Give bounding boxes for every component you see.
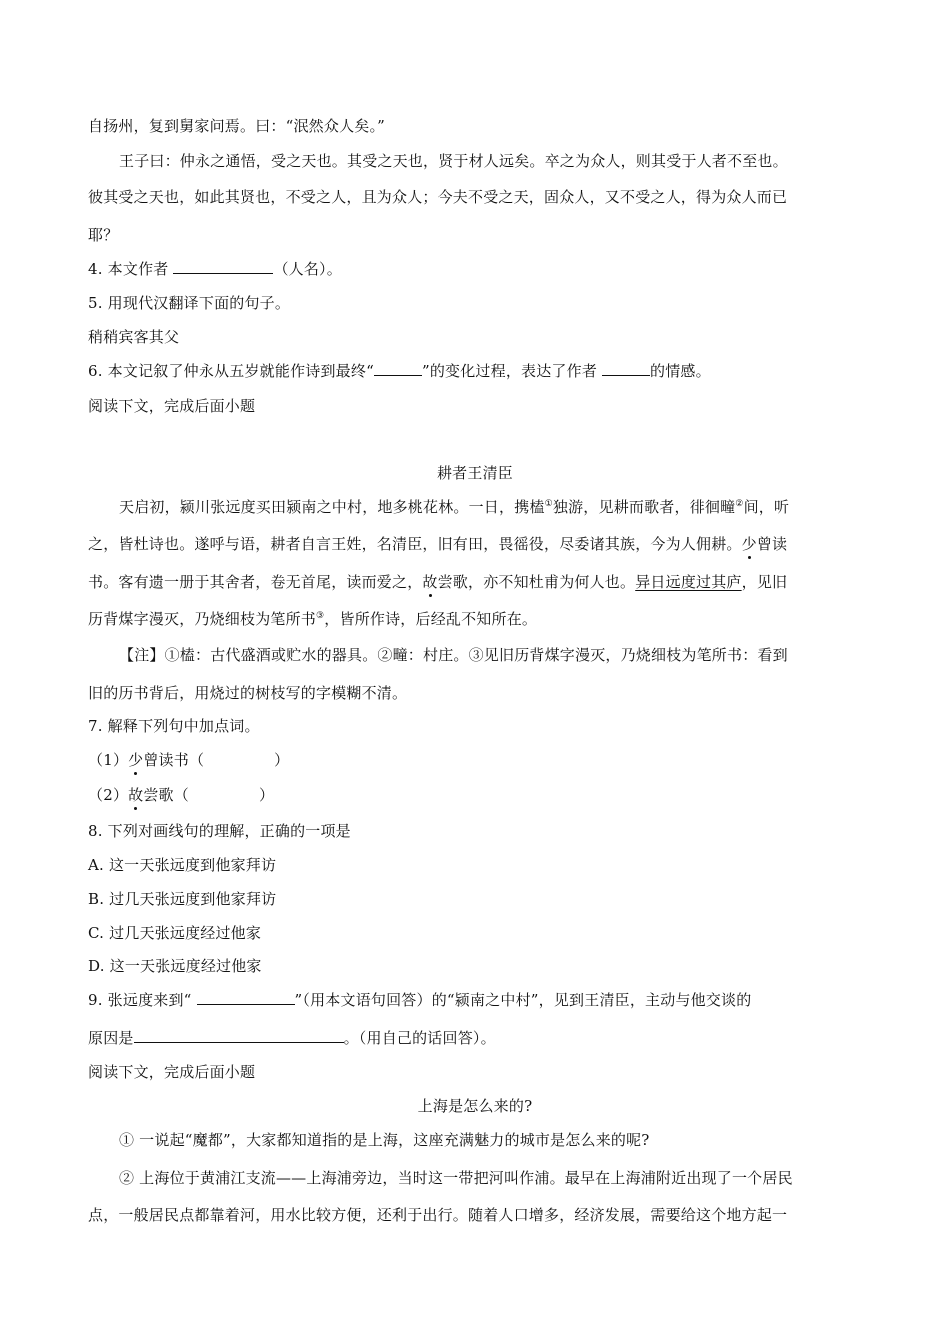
passage2-title: 耕者王清臣 xyxy=(436,464,513,482)
dotted-word: 少 xyxy=(741,535,757,553)
passage3-paragraph-1: ① 一说起“魔都”，大家都知道指的是上海，这座充满魅力的城市是怎么来的呢? xyxy=(119,1131,650,1149)
passage1-line2: 王子曰：仲永之通悟，受之天也。其受之天也，贤于材人远矣。卒之为众人，则其受于人者不至也。 xyxy=(119,152,788,170)
passage2-note-line2: 旧的历书背后，用烧过的树枝写的字模糊不清。 xyxy=(88,684,408,702)
passage2-line4: 历背煤字漫灭，乃烧细枝为笔所书③，皆所作诗，后经乱不知所在。 xyxy=(88,610,538,628)
question-8: 8. 下列对画线句的理解，正确的一项是 xyxy=(88,822,351,840)
question-9-line2: 原因是 。（用自己的话回答）。 xyxy=(88,1029,496,1047)
dotted-word: 少 xyxy=(128,751,144,769)
question-7: 7. 解释下列句中加点词。 xyxy=(88,717,260,735)
passage3-paragraph-2: ② 上海位于黄浦江支流——上海浦旁边，当时这一带把河叫作浦。最早在上海浦附近出现了一个居民 xyxy=(119,1169,793,1187)
passage3-title: 上海是怎么来的? xyxy=(417,1097,533,1115)
passage2-line2: 之，皆杜诗也。遂呼与语，耕者自言王姓，名清臣，旧有田，畏徭役，尽委诸其族，今为人佣耕。少曾读 xyxy=(88,535,788,553)
dotted-word: 故 xyxy=(422,573,438,591)
dotted-word: 故 xyxy=(128,786,144,804)
answer-blank[interactable] xyxy=(602,361,650,376)
answer-blank[interactable] xyxy=(134,1028,344,1043)
option-c[interactable]: C. 过几天张远度经过他家 xyxy=(88,924,262,942)
option-b[interactable]: B. 过几天张远度到他家拜访 xyxy=(88,890,277,908)
answer-blank[interactable] xyxy=(173,259,273,274)
question-6: 6. 本文记叙了仲永从五岁就能作诗到最终“ ”的变化过程，表达了作者 的情感。 xyxy=(88,362,711,380)
answer-blank[interactable] xyxy=(197,990,295,1005)
passage1-line3: 彼其受之天也，如此其贤也，不受之人，且为众人；今夫不受之天，固众人，又不受之人，得为众人而已 xyxy=(88,188,788,206)
instruction-2: 阅读下文，完成后面小题 xyxy=(88,1063,256,1081)
passage2-line1: 天启初，颍川张远度买田颍南之中村，地多桃花林。一日，携榼①独游，见耕而歌者，徘徊疃②间，听 xyxy=(119,498,790,516)
question-7-item-2: （2）故尝歌（ ） xyxy=(88,786,275,804)
question-5-sentence: 稍稍宾客其父 xyxy=(88,328,180,346)
question-4: 4. 本文作者 （人名）。 xyxy=(88,260,342,278)
passage1-line1: 自扬州，复到舅家问焉。曰：“泯然众人矣。” xyxy=(88,117,386,135)
instruction: 阅读下文，完成后面小题 xyxy=(88,397,256,415)
passage3-paragraph-2-cont: 点，一般居民点都靠着河，用水比较方便，还利于出行。随着人口增多，经济发展，需要给这个地方起一 xyxy=(88,1206,788,1224)
option-a[interactable]: A. 这一天张远度到他家拜访 xyxy=(88,856,277,874)
passage2-line3: 书。客有遗一册于其舍者，卷无首尾，读而爱之，故尝歌，亦不知杜甫为何人也。异日远度过其庐，见旧 xyxy=(88,573,788,591)
passage1-line4: 耶？ xyxy=(88,226,119,244)
question-7-item-1: （1）少曾读书（ ） xyxy=(88,751,290,769)
option-d[interactable]: D. 这一天张远度经过他家 xyxy=(88,957,262,975)
underlined-sentence: 异日远度过其庐 xyxy=(635,573,742,591)
answer-blank[interactable] xyxy=(374,361,422,376)
question-9: 9. 张远度来到“ ”（用本文语句回答）的“颍南之中村”，见到王清臣，主动与他交谈的 xyxy=(88,991,752,1009)
question-5: 5. 用现代汉翻译下面的句子。 xyxy=(88,294,291,312)
passage2-note-line1: 【注】①榼：古代盛酒或贮水的器具。②疃：村庄。③见旧历背煤字漫灭，乃烧细枝为笔所书：看到 xyxy=(119,646,788,664)
